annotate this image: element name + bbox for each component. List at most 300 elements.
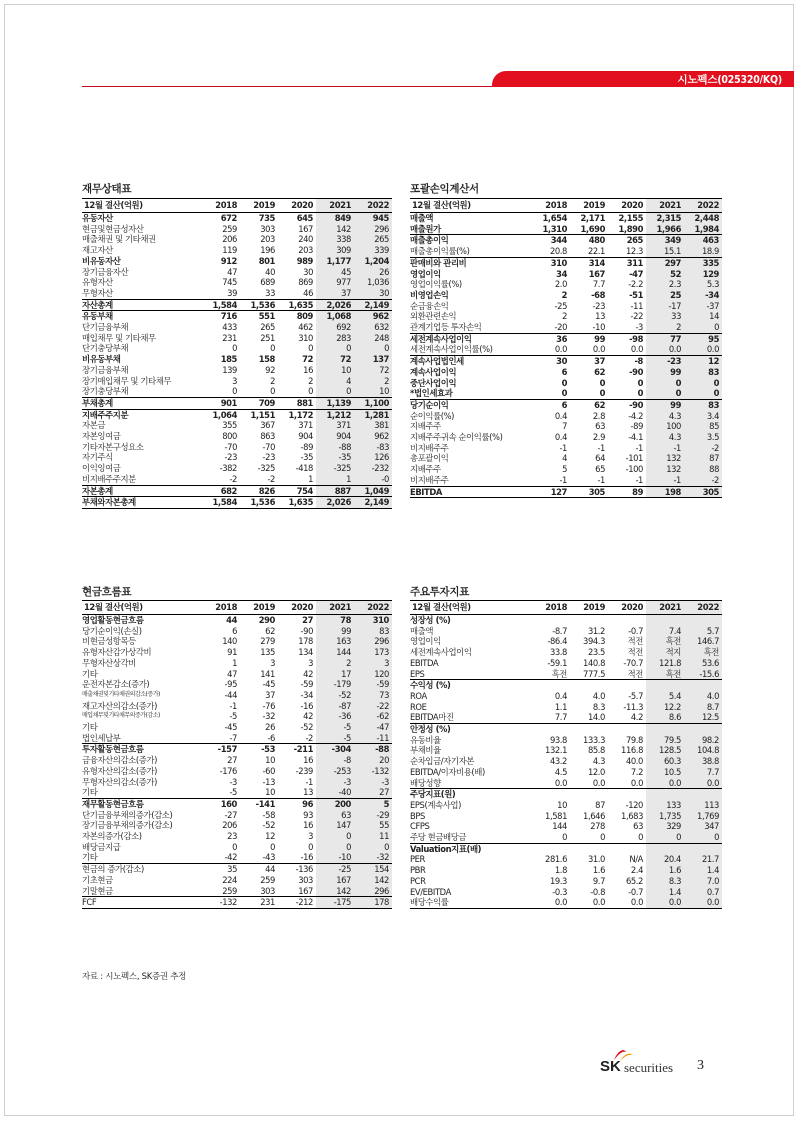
row-value: 14 [684, 311, 722, 322]
table-row [410, 800, 722, 811]
row-label: 배당수익률 [410, 897, 532, 908]
row-label: 단기금융부채 [82, 322, 129, 333]
row-value: 40 [265, 266, 275, 277]
row-value: 65.2 [625, 875, 643, 886]
table-row [410, 647, 722, 658]
row-value: 20.4 [646, 854, 684, 865]
row-value: 231 [222, 332, 237, 343]
row-value: -16 [300, 700, 313, 711]
header-year: 2020 [608, 199, 646, 213]
table-row [410, 367, 722, 378]
row-value: 7.7 [592, 279, 605, 290]
row-value [570, 680, 608, 691]
row-label: 자산총계 [82, 299, 202, 311]
table-row [410, 658, 722, 669]
row-value: -1 [229, 700, 237, 711]
table-row [410, 897, 722, 908]
row-value: 8.3 [646, 876, 684, 887]
row-value: -53 [240, 744, 278, 755]
table-row [82, 299, 392, 311]
row-value: 904 [298, 431, 313, 442]
table-row [410, 691, 722, 702]
row-value: 1,151 [240, 409, 278, 420]
row-value: -98 [608, 333, 646, 344]
row-value: 0 [646, 378, 684, 389]
row-value [608, 615, 646, 626]
row-value: 158 [258, 354, 275, 365]
row-value: 42 [303, 711, 313, 722]
table-row [82, 322, 392, 333]
table-row [82, 766, 392, 777]
row-value: 3 [308, 831, 313, 842]
row-value: 849 [316, 213, 354, 224]
row-value: 371 [316, 420, 354, 431]
table-row [82, 397, 392, 409]
row-value: 3 [354, 658, 392, 669]
table-row [82, 485, 392, 497]
row-value: 0 [232, 841, 237, 852]
row-value [608, 789, 646, 800]
table-row [410, 778, 722, 789]
row-value: 5.4 [646, 691, 684, 702]
row-value: 645 [296, 213, 313, 223]
header-year: 2022 [354, 199, 392, 213]
row-label: 운전자본감소(증가) [82, 679, 150, 690]
row-label: PER [410, 854, 425, 865]
row-label: 매출액 [410, 213, 434, 223]
table-row [82, 409, 392, 420]
table-row [410, 356, 722, 367]
table-row [410, 680, 722, 691]
row-value: 160 [202, 798, 240, 809]
row-value: 6 [232, 625, 237, 636]
row-value: 4 [316, 376, 354, 387]
row-label: 배당금지급 [82, 841, 121, 852]
row-value: -1 [559, 474, 567, 485]
row-value: 0 [599, 377, 605, 388]
row-value: 0 [270, 343, 275, 354]
row-value: 0.0 [684, 778, 722, 789]
table-row [410, 626, 722, 637]
row-label: 당기순이익 [410, 399, 532, 410]
row-value: 0.0 [570, 897, 608, 908]
table-row [82, 615, 392, 626]
table-row [82, 733, 392, 744]
row-value: 11 [354, 831, 392, 842]
row-value: 33.8 [549, 647, 567, 658]
row-value [532, 680, 570, 691]
row-value: -325 [257, 463, 275, 474]
row-value: 144 [316, 647, 354, 658]
row-value: -120 [625, 799, 643, 810]
table-row [410, 821, 722, 832]
row-value: -5.7 [628, 690, 643, 701]
row-value: 6 [532, 399, 570, 410]
row-value: 27 [227, 755, 237, 766]
row-value: 137 [354, 354, 392, 365]
row-value: 1,172 [278, 409, 316, 420]
row-value: 881 [278, 397, 316, 409]
table-row [410, 388, 722, 399]
row-value [570, 615, 608, 626]
row-label: 비지배주주 [410, 442, 449, 453]
table-row [410, 411, 722, 422]
row-value: -45 [224, 722, 237, 733]
row-value: -58 [262, 809, 275, 820]
row-value: 1.1 [554, 701, 567, 712]
row-label: 자본의증가(감소) [82, 831, 142, 842]
row-value: 5 [354, 798, 392, 809]
row-value: -32 [262, 711, 275, 722]
row-value: 0.0 [554, 777, 567, 788]
row-value: 800 [222, 431, 237, 442]
row-value: 10 [316, 365, 354, 376]
table-row [82, 288, 392, 299]
row-value: -101 [625, 453, 643, 464]
row-label: 당기순이익(손실) [82, 625, 142, 636]
row-value: 200 [316, 798, 354, 809]
row-label: 매출총이익 [410, 235, 532, 246]
header-ticker-tab [492, 71, 794, 87]
row-value: 296 [354, 224, 392, 235]
row-value: -37 [684, 301, 722, 312]
row-value: 0.4 [554, 410, 567, 421]
table-row [410, 344, 722, 355]
table-row [410, 789, 722, 800]
row-value: 142 [316, 886, 354, 897]
row-value: 12.0 [587, 766, 605, 777]
row-value: 78 [316, 615, 354, 626]
row-value: 745 [222, 277, 237, 288]
row-value: 480 [570, 235, 608, 246]
table-row [410, 333, 722, 344]
row-value: -23 [592, 300, 605, 311]
row-label: 재무활동현금흐름 [82, 798, 202, 809]
row-value [646, 615, 684, 626]
row-value: 901 [202, 397, 240, 409]
row-value: 0 [684, 378, 722, 389]
row-value: 99 [570, 333, 608, 344]
row-value: -0 [354, 474, 392, 485]
table-header-row [410, 199, 722, 213]
table-row [82, 755, 392, 766]
table-row [82, 463, 392, 474]
row-value: 826 [240, 485, 278, 497]
table-row [82, 277, 392, 288]
row-value: 1,635 [278, 497, 316, 509]
row-value: 1,036 [354, 277, 392, 288]
row-label: PBR [410, 865, 426, 876]
row-value: -5 [229, 711, 237, 722]
row-label: 기타 [82, 852, 98, 863]
row-value: -13 [262, 776, 275, 787]
row-value: 0.0 [630, 777, 643, 788]
row-label: 기말현금 [82, 885, 113, 896]
row-value: 0.4 [554, 432, 567, 443]
row-value: 142 [354, 875, 392, 886]
header-label: 12월 결산(억원) [410, 199, 532, 213]
row-value: -35 [316, 452, 354, 463]
row-value: 129 [684, 269, 722, 280]
row-value: 2,315 [646, 213, 684, 224]
row-label: 비지배주주지분 [82, 473, 136, 484]
row-value: -0.3 [552, 886, 567, 897]
row-value [570, 843, 608, 854]
row-value [646, 680, 684, 691]
row-value: 0.0 [684, 897, 722, 908]
row-value: 2,171 [580, 213, 605, 223]
row-label: 재고자산의감소(증가) [82, 700, 157, 711]
header-label: 12월 결산(억원) [410, 601, 532, 615]
row-value: 1,177 [316, 256, 354, 267]
row-value: -3 [635, 322, 643, 333]
row-value: 12.5 [684, 712, 722, 723]
row-value: 126 [354, 452, 392, 463]
row-label: 부채비율 [410, 745, 441, 756]
row-value: 89 [608, 486, 646, 498]
row-value: 1 [232, 657, 237, 668]
row-value: 73 [354, 690, 392, 701]
row-value: 23.5 [587, 647, 605, 658]
row-value: 2.0 [554, 279, 567, 290]
row-value: 5.7 [684, 626, 722, 637]
row-value: 339 [354, 245, 392, 256]
table-row [82, 852, 392, 863]
row-value: -42 [224, 852, 237, 863]
row-value: 116.8 [621, 745, 643, 756]
row-value [532, 789, 570, 800]
row-value: 904 [316, 431, 354, 442]
row-value: 551 [240, 311, 278, 322]
row-value: -27 [224, 809, 237, 820]
row-value: 12 [684, 356, 722, 367]
row-value: 1,310 [542, 223, 567, 234]
row-value [684, 724, 722, 735]
row-label: 기타 [82, 722, 98, 733]
row-value: -89 [300, 441, 313, 452]
row-label: EBITDA [410, 486, 532, 498]
table-row [82, 420, 392, 431]
row-value: 0.7 [684, 887, 722, 898]
row-value: 95 [684, 333, 722, 344]
row-value: 240 [298, 234, 313, 245]
table-row [410, 887, 722, 898]
row-value: 290 [258, 615, 275, 625]
row-value: -45 [262, 679, 275, 690]
header-year: 2018 [202, 601, 240, 615]
row-label: 비지배주주 [410, 474, 449, 485]
row-value: 4 [562, 453, 567, 464]
row-value: 0 [637, 377, 643, 388]
table-row [410, 464, 722, 475]
row-value: -23 [646, 356, 684, 367]
row-value: -0.7 [628, 625, 643, 636]
row-value: 279 [260, 636, 275, 647]
row-label: EPS(계속사업) [410, 799, 461, 810]
row-value: -7 [229, 732, 237, 743]
row-value: 0 [316, 386, 354, 397]
row-value: -8.7 [552, 625, 567, 636]
row-value: 735 [258, 213, 275, 223]
row-value: 4.3 [646, 411, 684, 422]
table-row [410, 246, 722, 257]
row-value: 133 [646, 800, 684, 811]
row-value: 945 [354, 213, 392, 224]
row-value: -90 [300, 625, 313, 636]
header-year: 2020 [278, 199, 316, 213]
row-label: 비유동자산 [82, 255, 121, 266]
row-value: 1,139 [316, 397, 354, 409]
row-value: 1,735 [646, 811, 684, 822]
row-label: 총포괄이익 [410, 453, 449, 464]
row-value: 689 [260, 277, 275, 288]
table-row [82, 690, 392, 701]
row-value: 297 [646, 257, 684, 268]
row-label: 기타자본구성요소 [82, 441, 144, 452]
row-value: 27 [302, 615, 313, 625]
row-value: -253 [316, 766, 354, 777]
row-value: 10 [265, 755, 275, 766]
row-value: 367 [260, 420, 275, 431]
row-value: 142 [316, 224, 354, 235]
row-label: 금융자산의감소(증가) [82, 755, 157, 766]
row-value: -157 [202, 744, 240, 755]
row-value: 93 [303, 809, 313, 820]
row-value: 394.3 [583, 636, 605, 647]
row-value: 349 [646, 235, 684, 246]
row-value: 20 [354, 755, 392, 766]
row-value: 93.8 [549, 734, 567, 745]
table-row [82, 744, 392, 755]
row-label: 영업이익 [410, 268, 441, 279]
row-value: -1 [305, 776, 313, 787]
row-value: -1 [646, 443, 684, 454]
row-value: 35 [202, 864, 240, 875]
header-year: 2020 [278, 601, 316, 615]
row-label: 세전계속사업이익률(%) [410, 344, 493, 355]
row-value: 20.8 [549, 246, 567, 257]
row-value: 140 [222, 636, 237, 647]
row-value: 42 [303, 668, 313, 679]
row-value: 33 [646, 311, 684, 322]
row-value: 120 [354, 669, 392, 680]
header-year: 2021 [646, 199, 684, 213]
row-value: 92 [265, 364, 275, 375]
row-label: 순차입금/자기자본 [410, 756, 474, 767]
row-value: 2 [308, 375, 313, 386]
row-value: -176 [219, 765, 237, 776]
row-value: 47 [227, 266, 237, 277]
header-label: 12월 결산(억원) [82, 199, 202, 213]
table-row [410, 724, 722, 735]
row-value: -88 [354, 744, 392, 755]
row-value: 132 [646, 464, 684, 475]
row-label: FCF [82, 897, 202, 909]
row-value: -4.2 [628, 410, 643, 421]
row-value [684, 843, 722, 854]
table-row [410, 290, 722, 301]
row-value: 672 [220, 213, 237, 223]
table-row [82, 787, 392, 798]
row-value: -2 [684, 443, 722, 454]
table-row [410, 311, 722, 322]
table-row [410, 213, 722, 224]
header-year: 2019 [570, 601, 608, 615]
table-row [82, 256, 392, 267]
row-value: 4.3 [646, 432, 684, 443]
table-row [82, 722, 392, 733]
row-value: 347 [684, 821, 722, 832]
row-value: -5 [316, 722, 354, 733]
row-value: 206 [222, 820, 237, 831]
row-value: -5 [229, 787, 237, 798]
row-value: -86.4 [547, 636, 567, 647]
row-label: 부채총계 [82, 397, 202, 409]
table-row [82, 864, 392, 875]
row-value: 119 [222, 245, 237, 256]
row-value: 132 [646, 453, 684, 464]
table-row [82, 842, 392, 853]
row-value: 2,026 [316, 299, 354, 311]
row-value: -83 [354, 442, 392, 453]
row-value: 0 [316, 831, 354, 842]
row-value: -2.2 [628, 279, 643, 290]
row-value: 흑전 [551, 668, 567, 679]
row-value: 7.7 [684, 767, 722, 778]
table-row [82, 343, 392, 354]
row-value: 4.0 [684, 691, 722, 702]
row-value: 2.3 [646, 279, 684, 290]
key-indicators-title: 주요투자지표 [410, 586, 470, 598]
row-label: 유동자산 [82, 213, 113, 223]
header-year: 2022 [684, 199, 722, 213]
row-value: 0 [316, 343, 354, 354]
row-value: 0 [232, 343, 237, 354]
table-row [410, 235, 722, 246]
row-value: 99 [316, 626, 354, 637]
table-row [410, 322, 722, 333]
row-value: 381 [354, 420, 392, 431]
row-value: 3.5 [684, 432, 722, 443]
row-label: 영업이익 [410, 636, 441, 647]
table-row [82, 474, 392, 485]
row-label: 매출액 [410, 625, 434, 636]
row-value: 흑전 [684, 647, 722, 658]
row-value: -89 [630, 421, 643, 432]
table-row [82, 311, 392, 322]
table-row [410, 735, 722, 746]
table-row [82, 224, 392, 235]
row-value: 62 [570, 399, 608, 410]
row-value: 1,204 [354, 256, 392, 267]
row-value: 167 [316, 875, 354, 886]
row-value: 133.3 [583, 734, 605, 745]
row-value: -100 [625, 464, 643, 475]
row-label: 매입채무 및 기타채무 [82, 332, 156, 343]
table-row [82, 234, 392, 245]
row-value: -90 [608, 399, 646, 410]
row-value: 62 [265, 625, 275, 636]
row-label: 유동비율 [410, 734, 441, 745]
row-value: 371 [298, 420, 313, 431]
row-value: 62 [594, 366, 605, 377]
row-value: 44 [240, 864, 278, 875]
row-value: 2 [562, 311, 567, 322]
row-label: 기타 [82, 787, 98, 798]
row-value: -36 [316, 711, 354, 722]
row-value: 310 [354, 615, 392, 626]
row-value: 30 [532, 356, 570, 367]
